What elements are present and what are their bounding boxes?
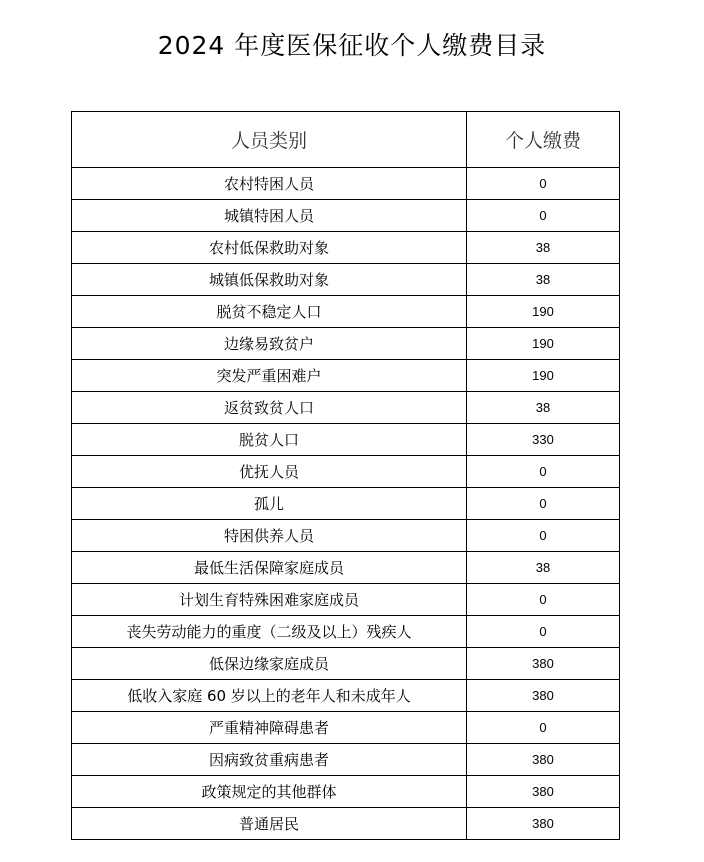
fee-cell: 330 [467, 424, 620, 456]
header-category: 人员类别 [72, 112, 467, 168]
fee-cell: 38 [467, 552, 620, 584]
fee-cell: 0 [467, 168, 620, 200]
fee-cell: 38 [467, 392, 620, 424]
fee-cell: 190 [467, 328, 620, 360]
fee-table [71, 111, 620, 840]
category-cell: 普通居民 [72, 808, 467, 840]
header-fee: 个人缴费 [467, 112, 620, 168]
category-cell: 特困供养人员 [72, 520, 467, 552]
table-row [72, 520, 620, 552]
table-row [72, 456, 620, 488]
category-cell: 脱贫不稳定人口 [72, 296, 467, 328]
category-cell: 突发严重困难户 [72, 360, 467, 392]
table-row [72, 392, 620, 424]
table-row [72, 328, 620, 360]
table-row [72, 360, 620, 392]
table-row [72, 232, 620, 264]
category-cell: 农村特困人员 [72, 168, 467, 200]
category-cell: 城镇低保救助对象 [72, 264, 467, 296]
fee-cell: 38 [467, 232, 620, 264]
category-cell: 政策规定的其他群体 [72, 776, 467, 808]
table-row [72, 680, 620, 712]
fee-cell: 190 [467, 296, 620, 328]
category-cell: 边缘易致贫户 [72, 328, 467, 360]
table-row [72, 488, 620, 520]
table-row [72, 200, 620, 232]
fee-cell: 380 [467, 680, 620, 712]
category-cell: 严重精神障碍患者 [72, 712, 467, 744]
category-cell: 孤儿 [72, 488, 467, 520]
table-header-row [72, 112, 620, 168]
fee-cell: 0 [467, 488, 620, 520]
fee-cell: 0 [467, 712, 620, 744]
fee-cell: 190 [467, 360, 620, 392]
category-cell: 返贫致贫人口 [72, 392, 467, 424]
fee-cell: 0 [467, 200, 620, 232]
category-cell: 优抚人员 [72, 456, 467, 488]
fee-cell: 380 [467, 808, 620, 840]
table-row [72, 648, 620, 680]
table-row [72, 168, 620, 200]
category-cell: 城镇特困人员 [72, 200, 467, 232]
category-cell: 最低生活保障家庭成员 [72, 552, 467, 584]
category-cell: 低收入家庭 60 岁以上的老年人和未成年人 [72, 680, 467, 712]
fee-cell: 0 [467, 616, 620, 648]
category-cell: 低保边缘家庭成员 [72, 648, 467, 680]
fee-cell: 380 [467, 744, 620, 776]
fee-cell: 380 [467, 648, 620, 680]
table-body [72, 168, 620, 840]
category-cell: 脱贫人口 [72, 424, 467, 456]
table-row [72, 616, 620, 648]
fee-cell: 0 [467, 584, 620, 616]
table-row [72, 552, 620, 584]
table-row [72, 776, 620, 808]
table-row [72, 264, 620, 296]
table-row [72, 424, 620, 456]
fee-cell: 0 [467, 456, 620, 488]
table-row [72, 296, 620, 328]
table-row [72, 712, 620, 744]
category-cell: 农村低保救助对象 [72, 232, 467, 264]
table-row [72, 584, 620, 616]
fee-cell: 38 [467, 264, 620, 296]
fee-cell: 380 [467, 776, 620, 808]
category-cell: 因病致贫重病患者 [72, 744, 467, 776]
table-row [72, 744, 620, 776]
fee-cell: 0 [467, 520, 620, 552]
category-cell: 丧失劳动能力的重度（二级及以上）残疾人 [72, 616, 467, 648]
category-cell: 计划生育特殊困难家庭成员 [72, 584, 467, 616]
document-title: 2024 年度医保征收个人缴费目录 [157, 31, 547, 60]
table-row [72, 808, 620, 840]
